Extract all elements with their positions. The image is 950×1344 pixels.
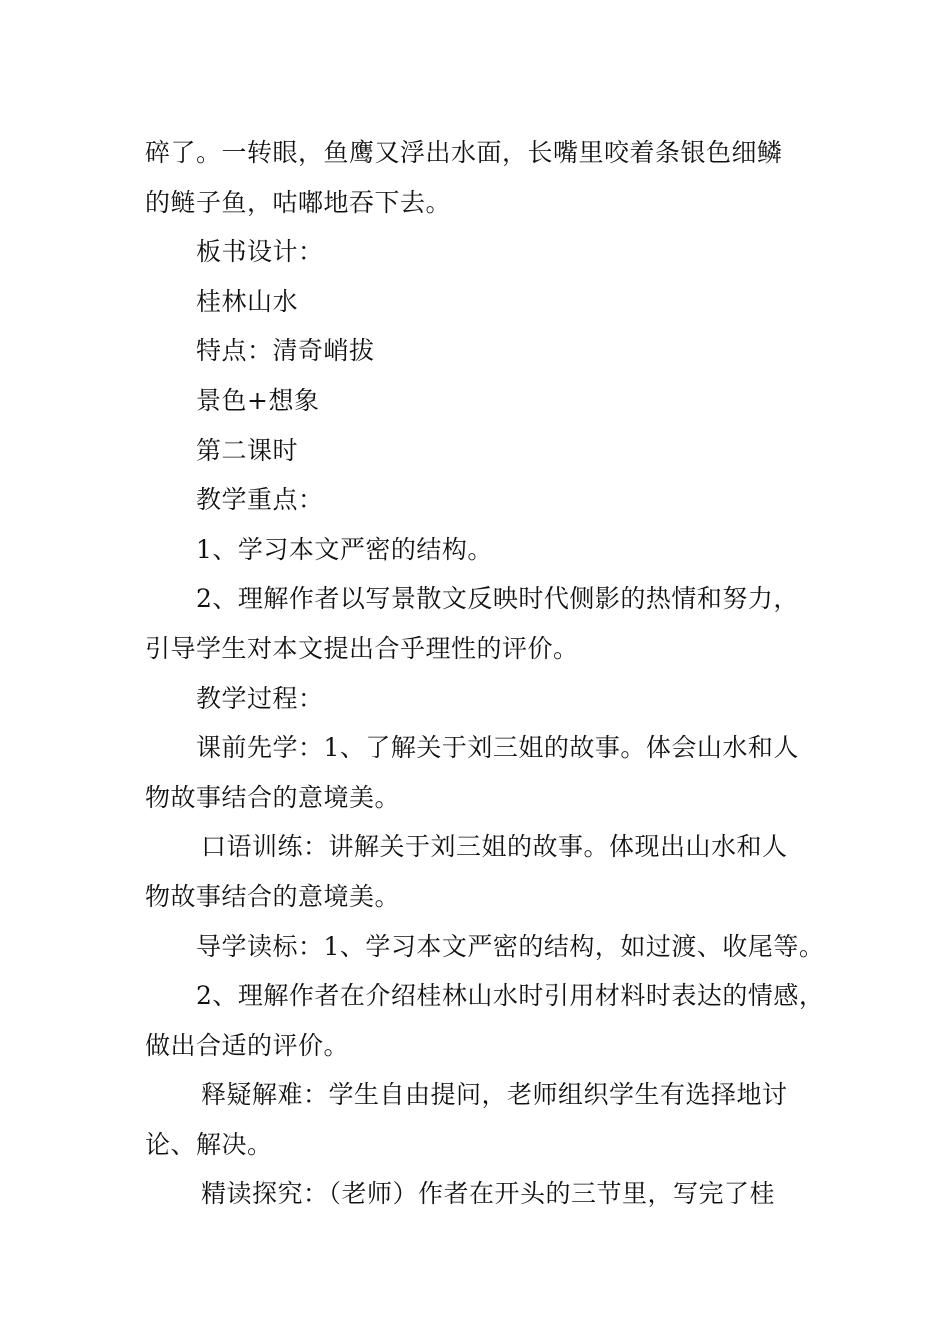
blackboard-title: 桂林山水: [196, 286, 299, 316]
oral-training-continued: 物故事结合的意境美。: [145, 881, 401, 911]
reading-goal-2-continued: 做出合适的评价。: [145, 1030, 350, 1060]
blackboard-feature: 特点：清奇峭拔: [196, 336, 375, 366]
close-reading: 精读探究：（老师）作者在开头的三节里，写完了桂: [201, 1179, 776, 1209]
pre-class-study: 课前先学：1、了解关于刘三姐的故事。体会山水和人: [196, 733, 799, 763]
reading-goal-2: 2、理解作者在介绍桂林山水时引用材料时表达的情感，: [196, 981, 825, 1011]
questions-discussion: 释疑解难：学生自由提问，老师组织学生有选择地讨: [201, 1080, 788, 1110]
focus-item-1: 1、学习本文严密的结构。: [196, 534, 493, 564]
blackboard-scenery: 景色+想象: [196, 385, 320, 415]
questions-discussion-continued: 论、解决。: [145, 1129, 273, 1159]
focus-item-2-continued: 引导学生对本文提出合乎理性的评价。: [145, 633, 579, 663]
second-lesson-heading: 第二课时: [196, 435, 299, 465]
section-heading-blackboard-design: 板书设计：: [196, 237, 324, 267]
body-line-2: 的鲢子鱼，咕嘟地吞下去。: [145, 187, 452, 217]
pre-class-study-continued: 物故事结合的意境美。: [145, 782, 401, 812]
oral-training: 口语训练：讲解关于刘三姐的故事。体现出山水和人: [201, 832, 788, 862]
reading-goals: 导学读标：1、学习本文严密的结构，如过渡、收尾等。: [196, 931, 825, 961]
body-line-1: 碎了。一转眼，鱼鹰又浮出水面，长嘴里咬着条银色细鳞: [145, 138, 783, 167]
focus-item-2: 2、理解作者以写景散文反映时代侧影的热情和努力，: [196, 584, 799, 614]
teaching-focus-heading: 教学重点：: [196, 485, 324, 515]
teaching-process-heading: 教学过程：: [196, 683, 324, 713]
document-body: [145, 128, 825, 1219]
